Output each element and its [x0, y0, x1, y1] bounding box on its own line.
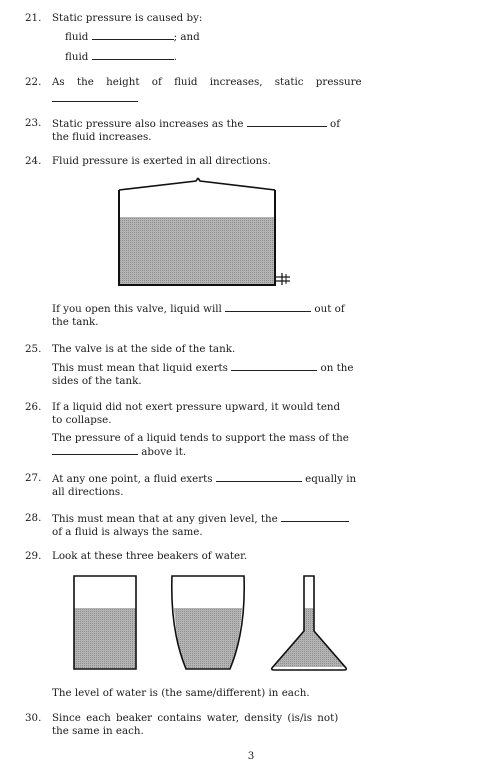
straight-beaker [74, 576, 136, 669]
question-number: 30. [25, 712, 42, 724]
question-number: 26. [25, 401, 42, 413]
answer-blank[interactable] [216, 472, 302, 482]
page-number: 3 [247, 750, 255, 762]
question-text: the same in each. [52, 725, 144, 737]
answer-blank[interactable] [247, 117, 327, 127]
tank-diagram [110, 178, 300, 288]
question-text: Static pressure is caused by: [52, 12, 203, 24]
prompt-suffix: ; and [173, 31, 200, 43]
question-text: If a liquid did not exert pressure upward, it would tend [52, 401, 341, 413]
question-text: the fluid increases. [52, 131, 152, 143]
question-text: The pressure of a liquid tends to support the mass of the [52, 432, 349, 444]
answer-blank[interactable] [92, 30, 174, 40]
tank-liquid [119, 217, 275, 285]
valve-icon [275, 273, 290, 285]
prompt-label: fluid [65, 31, 89, 43]
question-number: 21. [25, 12, 42, 24]
answer-blank[interactable] [92, 50, 174, 60]
question-text: sides of the tank. [52, 375, 142, 387]
question-number: 29. [25, 550, 42, 562]
question-text: As the height of fluid increases, static pressure [52, 76, 362, 88]
prompt-suffix: . [173, 51, 177, 63]
question-number: 28. [25, 512, 42, 524]
question-text: Fluid pressure is exerted in all directions. [52, 155, 271, 167]
question-text: Look at these three beakers of water. [52, 550, 248, 562]
question-text: The valve is at the side of the tank. [52, 343, 236, 355]
answer-blank[interactable] [281, 512, 349, 522]
prompt-label: fluid [65, 51, 89, 63]
answer-blank[interactable] [225, 302, 311, 312]
question-text: This must mean that at any given level, the [52, 513, 278, 525]
question-text: on the [320, 362, 354, 374]
answer-blank[interactable] [52, 92, 138, 102]
tank-lid [119, 178, 275, 190]
question-number: 23. [25, 117, 42, 129]
question-number: 25. [25, 343, 42, 355]
flask-beaker [272, 576, 347, 670]
question-text: of a fluid is always the same. [52, 526, 203, 538]
question-text: Static pressure also increases as the [52, 118, 244, 130]
question-number: 22. [25, 76, 42, 88]
beakers-diagram [70, 575, 355, 675]
question-text: above it. [141, 446, 187, 458]
question-text: the tank. [52, 316, 99, 328]
question-text: The level of water is (the same/different) in each. [52, 687, 310, 699]
question-text: Since each beaker contains water, density (is/is not) [52, 712, 339, 724]
answer-blank[interactable] [231, 361, 317, 371]
question-number: 27. [25, 472, 42, 484]
question-number: 24. [25, 155, 42, 167]
rounded-beaker [172, 576, 244, 669]
question-text: At any one point, a fluid exerts [52, 473, 213, 485]
question-text: If you open this valve, liquid will [52, 303, 222, 315]
answer-blank[interactable] [52, 445, 138, 455]
question-text: out of [314, 303, 345, 315]
question-text: This must mean that liquid exerts [52, 362, 228, 374]
question-text: equally in [305, 473, 357, 485]
question-text: to collapse. [52, 414, 112, 426]
question-text: of [330, 118, 341, 130]
question-text: all directions. [52, 486, 124, 498]
